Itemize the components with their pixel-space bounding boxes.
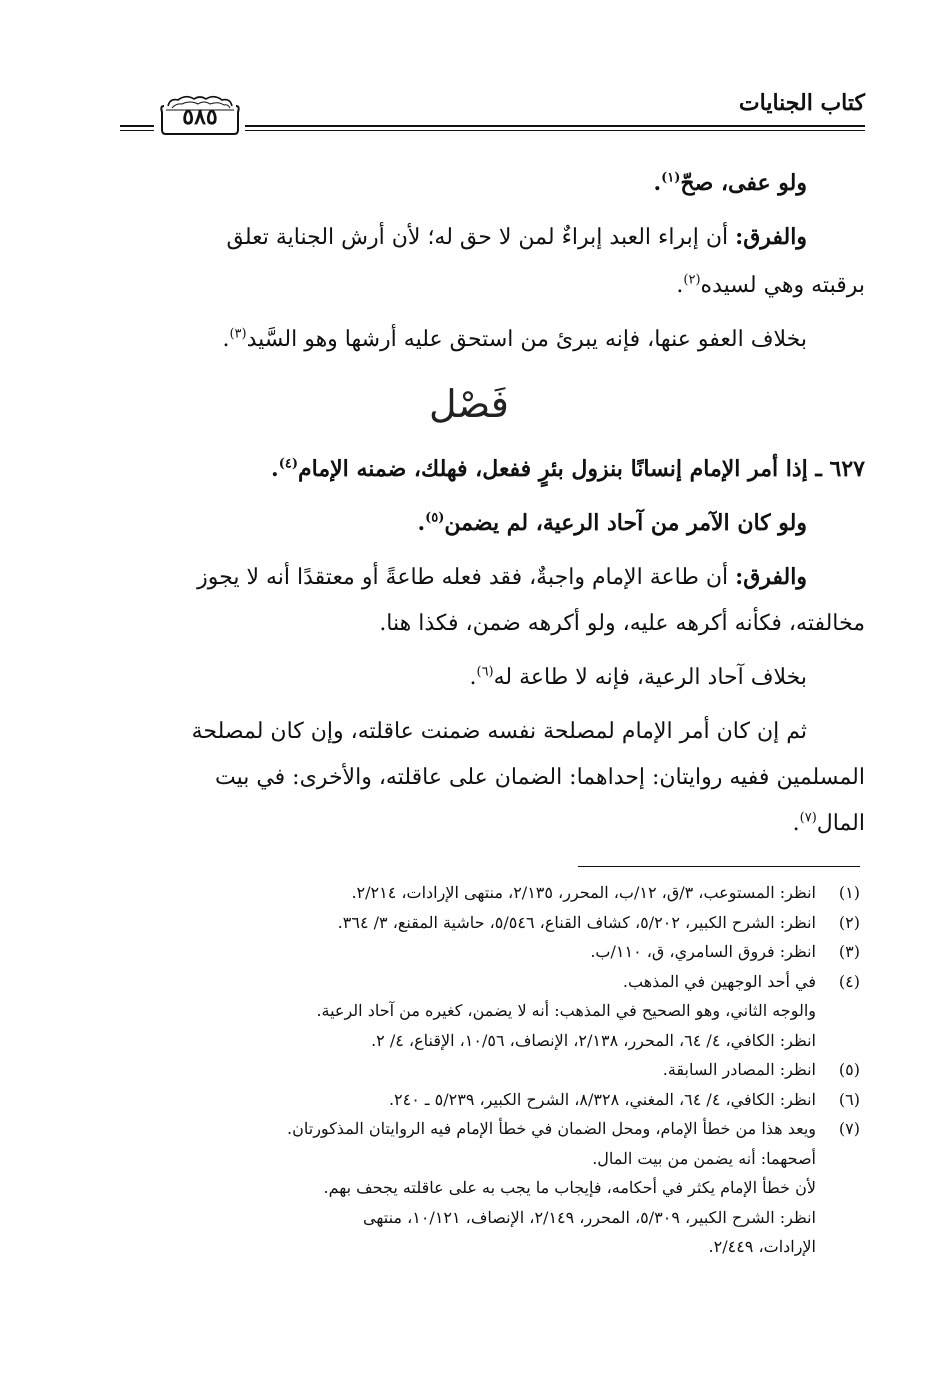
- footnote-number: (٥): [838, 1060, 860, 1079]
- footnote-line: انظر: الكافي، ٤/ ٦٤، المحرر، ٢/١٣٨، الإنصاف، ١٠/٥٦، الإقناع، ٤/ ٢.: [371, 1030, 816, 1050]
- paragraph-line: المال$^{(٧)}$.: [792, 810, 865, 836]
- footnote-ref[interactable]: (٤): [278, 456, 299, 472]
- footnotes: [120, 878, 860, 1262]
- footnote-ref[interactable]: (٢): [683, 272, 701, 288]
- section-title: فَصْل: [429, 382, 509, 426]
- paragraph: ولو كان الآمر من آحاد الرعية، لم يضمن$^{(٥)}$.: [417, 510, 807, 536]
- footnote-line: انظر: الشرح الكبير، ٥/٢٠٢، كشاف القناع، ٥/٥٤٦، حاشية المقنع، ٣/ ٣٦٤.: [337, 912, 816, 932]
- paragraph: بخلاف العفو عنها، فإنه يبرئ من استحق عليه أرشها وهو السَّيد$^{(٣)}$.: [222, 326, 807, 352]
- footnote-number: (١): [838, 883, 860, 902]
- paragraph: والفرق: أن طاعة الإمام واجبةٌ، فقد فعله طاعةً أو معتقدًا أنه لا يجوز: [197, 564, 807, 590]
- footnote-line: لأن خطأ الإمام يكثر في أحكامه، فإيجاب ما يجب به على عاقلته يجحف بهم.: [323, 1178, 816, 1197]
- footnote-line: انظر: المصادر السابقة.: [662, 1060, 816, 1079]
- footnote-ref[interactable]: (١): [661, 170, 681, 186]
- footnote-line: ويعد هذا من خطأ الإمام، ومحل الضمان في خطأ الإمام فيه الروايتان المذكورتان.: [287, 1119, 816, 1138]
- footnote-number: (٤): [838, 971, 860, 991]
- footnote-number: (٦): [838, 1089, 860, 1109]
- paragraph-line: برقبته وهي لسيده$^{(٢)}$.: [676, 272, 865, 298]
- footnote: [120, 967, 860, 1056]
- paragraph-line: مخالفته، فكأنه أكرهه عليه، ولو أكرهه ضمن، فكذا هنا.: [379, 611, 865, 636]
- footnote-line: في أحد الوجهين في المذهب.: [622, 971, 816, 991]
- header-rule: [245, 130, 865, 131]
- footnote-number: (٣): [838, 942, 860, 961]
- page-header: [120, 82, 865, 140]
- footnote-ref[interactable]: (٧): [799, 810, 817, 826]
- paragraph-line: المسلمين ففيه روايتان: إحداهما: الضمان على عاقلته، والأخرى: في بيت: [214, 765, 865, 790]
- lead-word: والفرق:: [735, 224, 807, 250]
- footnote-separator: [578, 866, 860, 867]
- footnote: [120, 1055, 860, 1085]
- header-rule: [120, 125, 154, 127]
- footnote: [120, 908, 860, 938]
- paragraph: بخلاف آحاد الرعية، فإنه لا طاعة له$^{(٦)}$.: [469, 664, 807, 690]
- paragraph: ٦٢٧ ـ إذا أمر الإمام إنسانًا بنزول بئرٍ ففعل، فهلك، ضمنه الإمام$^{(٤)}$.: [271, 456, 865, 482]
- footnote-number: (٢): [838, 912, 860, 932]
- footnote-ref[interactable]: (٥): [425, 510, 445, 526]
- paragraph: والفرق: أن إبراء العبد إبراءٌ لمن لا حق له؛ لأن أرش الجناية تعلق: [226, 224, 807, 250]
- footnote-number: (٧): [838, 1119, 860, 1138]
- paragraph: ثم إن كان أمر الإمام لمصلحة نفسه ضمنت عاقلته، وإن كان لمصلحة: [191, 719, 807, 744]
- footnote-line: انظر: فروق السامري، ق، ١١٠/ب.: [590, 942, 816, 961]
- footnote-line: الإرادات، ٢/٤٤٩.: [708, 1237, 816, 1256]
- footnote-line: انظر: الشرح الكبير، ٥/٣٠٩، المحرر، ٢/١٤٩، الإنصاف، ١٠/١٢١، منتهى: [363, 1207, 816, 1227]
- footnote-line: انظر: المستوعب، ٣/ق، ١٢/ب، المحرر، ٢/١٣٥، منتهى الإرادات، ٢/٢١٤.: [351, 883, 816, 902]
- footnote-line: انظر: الكافي، ٤/ ٦٤، المغني، ٨/٣٢٨، الشرح الكبير، ٥/٢٣٩ ـ ٢٤٠.: [388, 1089, 816, 1109]
- footnote: [120, 1114, 860, 1262]
- header-rule: [245, 125, 865, 127]
- paragraph: ولو عفى، صحّ$^{(١)}$.: [653, 170, 807, 196]
- running-title: كتاب الجنايات: [738, 90, 865, 116]
- footnote: [120, 937, 860, 967]
- footnote: [120, 878, 860, 908]
- footnote-ref[interactable]: (٣): [229, 326, 247, 342]
- lead-word: والفرق:: [735, 564, 807, 590]
- header-rule: [120, 130, 154, 131]
- footnote-line: أصحهما: أنه يضمن من بيت المال.: [592, 1148, 816, 1168]
- footnote-ref[interactable]: (٦): [476, 664, 494, 680]
- page-number: ٥٨٥: [182, 104, 218, 130]
- footnote-line: والوجه الثاني، وهو الصحيح في المذهب: أنه لا يضمن، كغيره من آحاد الرعية.: [316, 1001, 816, 1020]
- footnote: [120, 1085, 860, 1115]
